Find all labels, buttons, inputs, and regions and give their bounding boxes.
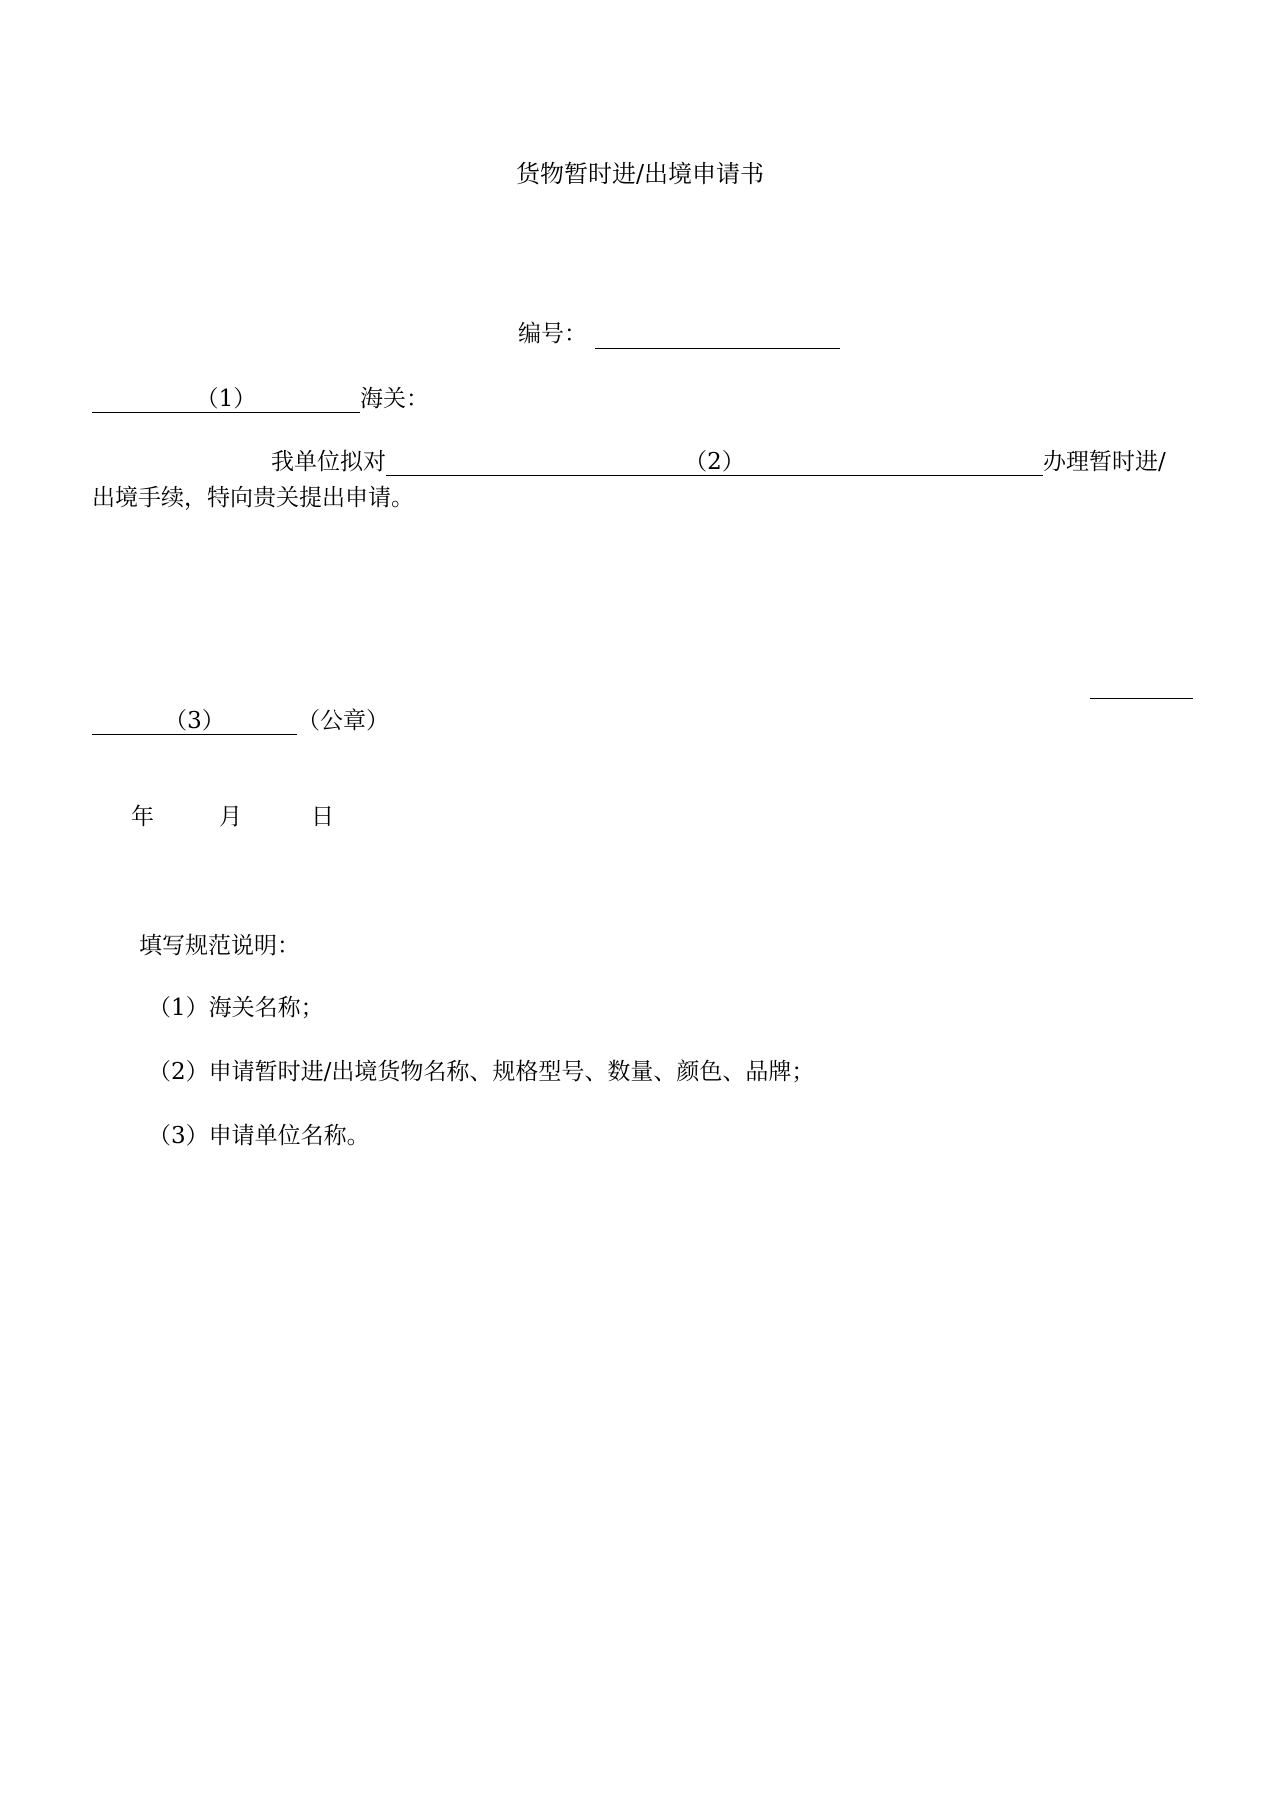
instruction-item-1: （1）海关名称； [148, 995, 324, 1021]
instruction-item-3: （3）申请单位名称。 [148, 1123, 370, 1149]
customs-suffix: 海关： [360, 386, 429, 412]
document-title: 货物暂时进/出境申请书 [515, 160, 765, 188]
body-prefix: 我单位拟对 [271, 449, 386, 475]
body-line-2: 出境手续，特向贵关提出申请。 [92, 485, 414, 511]
applicant-name-blank[interactable]: （3） [92, 708, 297, 735]
number-label: 编号： [518, 321, 587, 347]
number-field[interactable] [595, 348, 840, 349]
date-day: 日 [311, 804, 334, 830]
customs-name-blank[interactable]: （1） [92, 386, 360, 413]
customs-line [92, 386, 429, 413]
date-year: 年 [131, 804, 154, 830]
seal-label: （公章） [297, 708, 389, 734]
date-month: 月 [219, 804, 242, 830]
goods-description-blank[interactable]: （2） [386, 449, 1043, 476]
body-line-1 [271, 449, 1166, 476]
instructions-heading: 填写规范说明： [139, 933, 300, 959]
body-suffix: 办理暂时进/ [1043, 449, 1166, 475]
applicant-line [92, 708, 389, 735]
signature-underline [1090, 698, 1193, 699]
instruction-item-2: （2）申请暂时进/出境货物名称、规格型号、数量、颜色、品牌； [148, 1059, 815, 1085]
